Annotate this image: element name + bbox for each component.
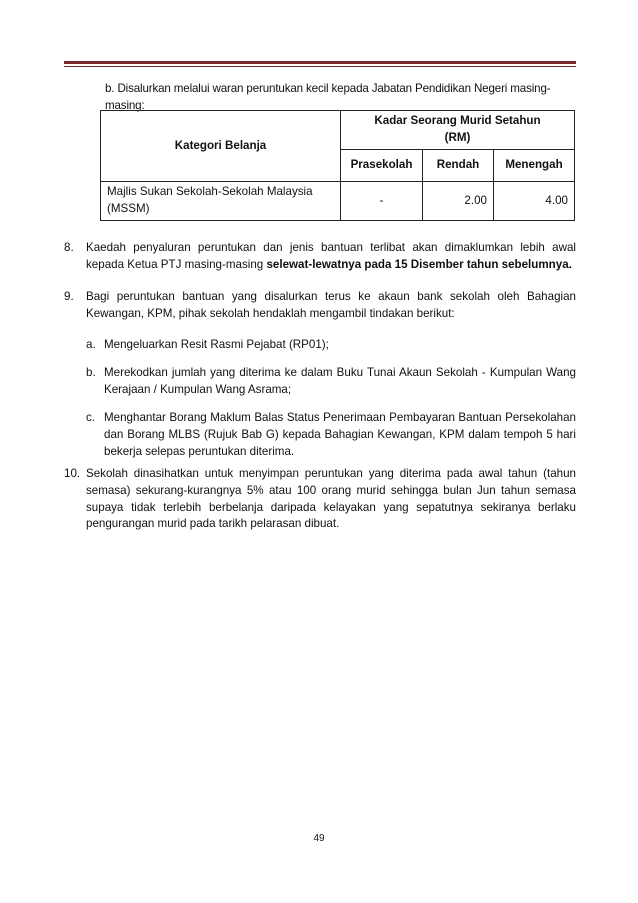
header-rendah: Rendah [423,150,494,182]
cell-prasekolah: - [341,182,423,221]
header-prasekolah: Prasekolah [341,150,423,182]
item-number: 8. [64,241,74,254]
item-b-intro: b. Disalurkan melalui waran peruntukan kecil kepada Jabatan Pendidikan Negeri masing-masing: [105,82,551,112]
item-8 [64,240,576,274]
item-9b [86,365,576,399]
item-letter: b. [86,366,96,379]
cell-menengah: 4.00 [494,182,575,221]
header-kadar-line2: (RM) [444,131,471,144]
item-9c-text: Menghantar Borang Maklum Balas Status Penerimaan Pembayaran Bantuan Persekolahan dan Borang MLBS (Rujuk Bab G) kepada Bahagian Kewangan, KPM dalam tempoh 5 hari bekerja selepas peruntukan diterima. [104,411,576,458]
allocation-table [100,110,575,221]
item-9b-text: Merekodkan jumlah yang diterima ke dalam Buku Tunai Akaun Sekolah - Kumpulan Wang Kerajaan / Kumpulan Wang Asrama; [104,366,576,396]
item-9 [64,289,576,323]
cell-category [101,182,341,221]
item-9-text: Bagi peruntukan bantuan yang disalurkan terus ke akaun bank sekolah oleh Bahagian Kewangan, KPM, pihak sekolah hendaklah mengambil tindakan berikut: [86,290,576,320]
item-letter: c. [86,411,96,424]
table-row [101,182,575,221]
header-rule-thin [64,66,576,67]
cell-category-line2: (MSSM) [107,202,150,215]
cell-category-line1: Majlis Sukan Sekolah-Sekolah Malaysia [107,185,313,199]
item-10 [64,466,576,533]
item-10-text: Sekolah dinasihatkan untuk menyimpan peruntukan yang diterima pada awal tahun (tahun semasa) sekurang-kurangnya 5% atau 100 orang murid sehingga bulan Jun tahun semasa supaya tidak terlebih berbelanja daripada kelayakan yang sepatutnya sekiranya berlaku pengurangan murid pada tarikh pelarasan dibuat. [86,467,576,531]
header-kategori-belanja: Kategori Belanja [101,111,341,182]
header-kadar-line1: Kadar Seorang Murid Setahun [374,114,541,128]
item-9c [86,410,576,460]
item-9a-text: Mengeluarkan Resit Rasmi Pejabat (RP01); [104,338,329,351]
item-number: 9. [64,290,74,303]
header-rule-thick [64,61,576,64]
item-9a [86,337,576,354]
page-number: 49 [313,833,325,844]
cell-rendah: 2.00 [423,182,494,221]
item-8-bold-deadline: selewat-lewatnya pada 15 Disember tahun sebelumnya. [266,257,572,271]
item-number: 10. [64,467,81,480]
header-menengah: Menengah [494,150,575,182]
item-8-text: Kaedah penyaluran peruntukan dan jenis bantuan terlibat akan dimaklumkan lebih awal kepada Ketua PTJ masing-masing [86,241,576,271]
item-letter: a. [86,338,96,351]
header-kadar [341,111,575,150]
